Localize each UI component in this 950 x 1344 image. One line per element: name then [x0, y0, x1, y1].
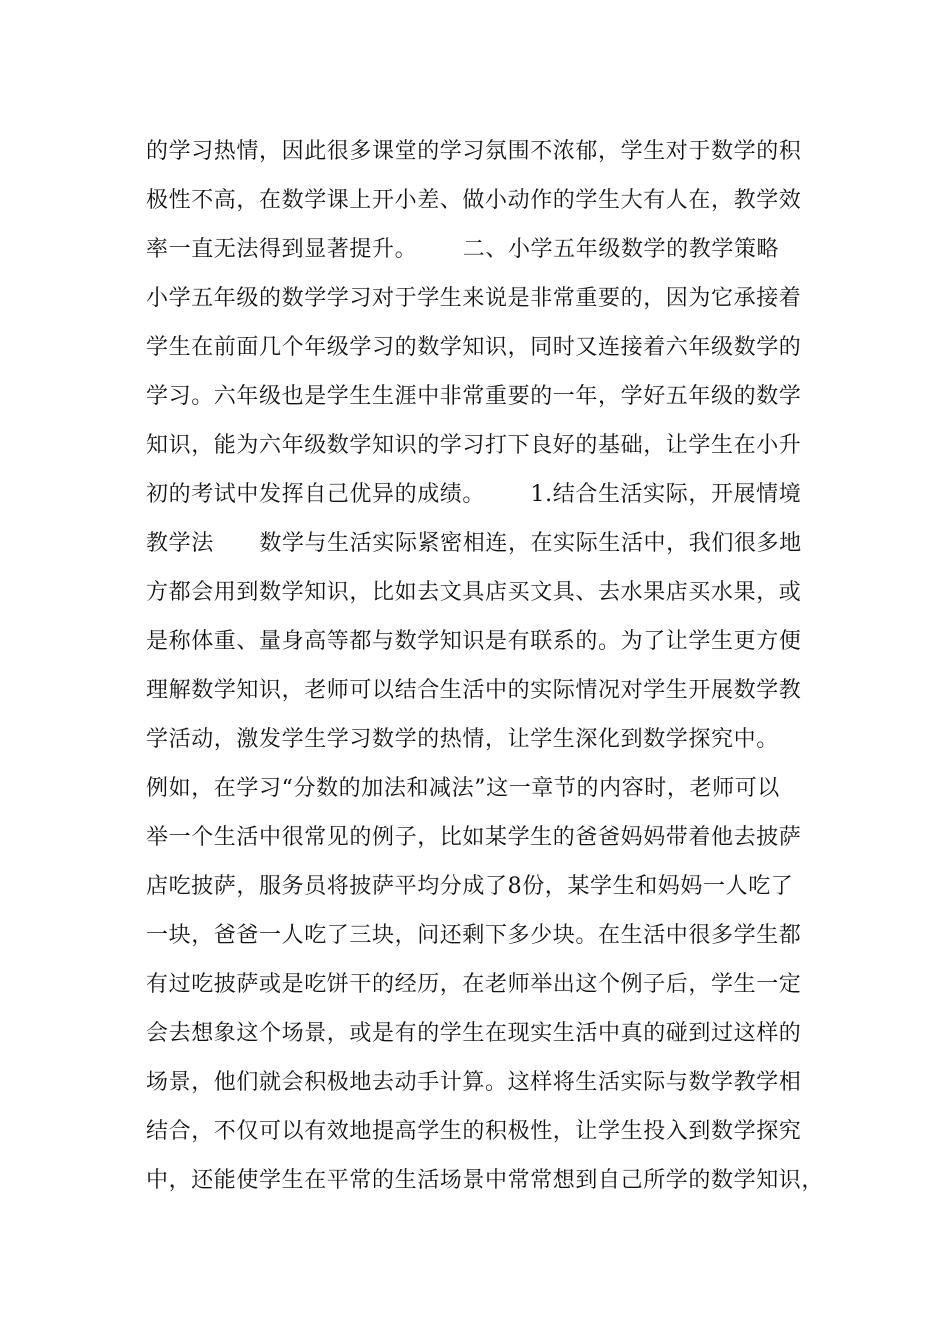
- text-line: 场景，他们就会积极地去动手计算。这样将生活实际与数学教学相: [146, 1070, 802, 1095]
- text-line: 初的考试中发挥自己优异的成绩。 1.结合生活实际，开展情境: [146, 482, 802, 507]
- text-line: 一块，爸爸一人吃了三块，问还剩下多少块。在生活中很多学生都: [146, 923, 802, 948]
- text-line: 率一直无法得到显著提升。 二、小学五年级数学的教学策略: [146, 237, 780, 262]
- body-text: [146, 127, 826, 1205]
- text-line: 举一个生活中很常见的例子，比如某学生的爸爸妈妈带着他去披萨: [146, 825, 802, 850]
- text-line: 学习。六年级也是学生生涯中非常重要的一年，学好五年级的数学: [146, 384, 802, 409]
- text-line: 结合，不仅可以有效地提高学生的积极性，让学生投入到数学探究: [146, 1119, 802, 1144]
- text-line: 是称体重、量身高等都与数学知识是有联系的。为了让学生更方便: [146, 629, 802, 654]
- text-line: 教学法 数学与生活实际紧密相连，在实际生活中，我们很多地: [146, 531, 802, 556]
- text-line: 学生在前面几个年级学习的数学知识，同时又连接着六年级数学的: [146, 335, 802, 360]
- text-line: 有过吃披萨或是吃饼干的经历，在老师举出这个例子后，学生一定: [146, 972, 802, 997]
- text-line: 方都会用到数学知识，比如去文具店买文具、去水果店买水果，或: [146, 580, 802, 605]
- text-line: 中，还能使学生在平常的生活场景中常常想到自己所学的数学知识，: [146, 1168, 825, 1193]
- text-line: 理解数学知识，老师可以结合生活中的实际情况对学生开展数学教: [146, 678, 802, 703]
- text-line: 店吃披萨，服务员将披萨平均分成了8份，某学生和妈妈一人吃了: [146, 874, 794, 899]
- text-line: 学活动，激发学生学习数学的热情，让学生深化到数学探究中。: [146, 727, 779, 752]
- text-line: 小学五年级的数学学习对于学生来说是非常重要的，因为它承接着: [146, 286, 802, 311]
- text-line: 极性不高，在数学课上开小差、做小动作的学生大有人在，教学效: [146, 188, 802, 213]
- text-line: 知识，能为六年级数学知识的学习打下良好的基础，让学生在小升: [146, 433, 802, 458]
- text-line: 的学习热情，因此很多课堂的学习氛围不浓郁，学生对于数学的积: [146, 139, 802, 164]
- text-line: 会去想象这个场景，或是有的学生在现实生活中真的碰到过这样的: [146, 1021, 802, 1046]
- text-line: 例如，在学习“分数的加法和减法”这一章节的内容时，老师可以: [146, 776, 780, 801]
